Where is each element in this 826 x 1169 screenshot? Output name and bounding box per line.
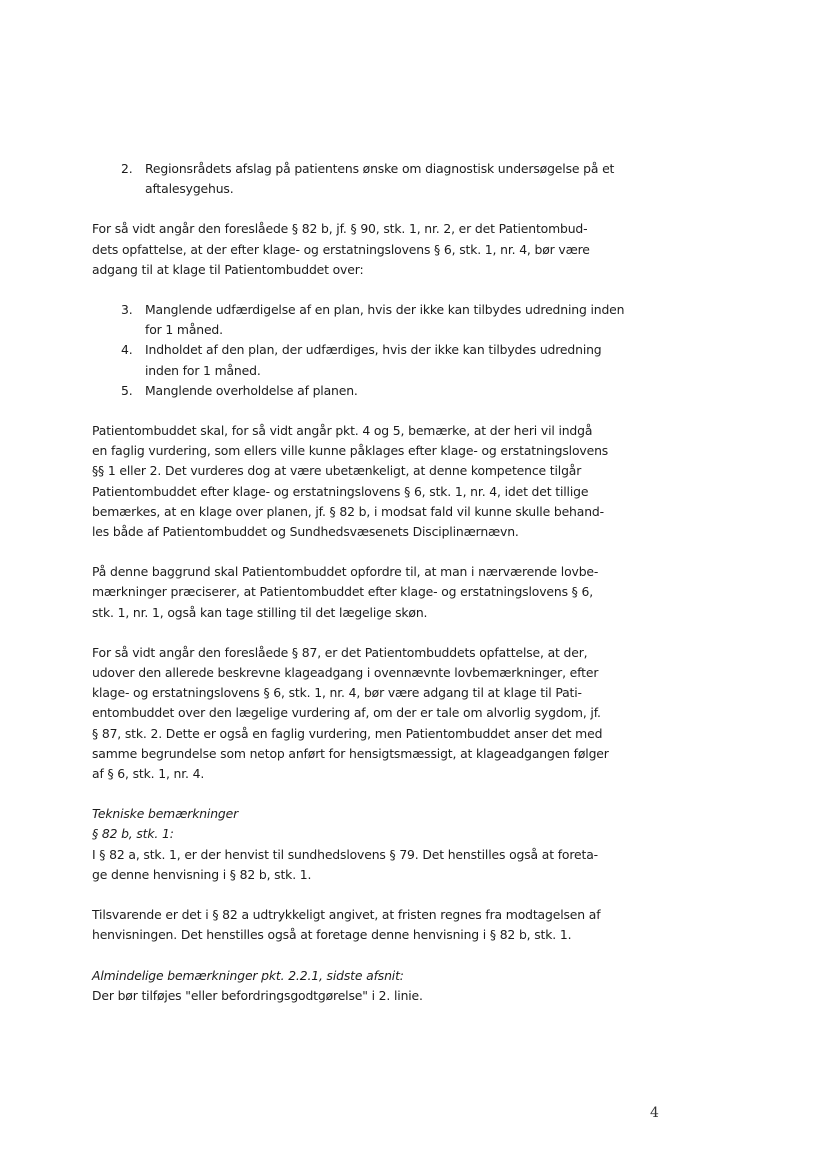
- numbered-list-b: [92, 300, 666, 401]
- text-line: samme begrundelse som netop anført for hensigtsmæssigt, at klageadgangen følger: [92, 745, 609, 761]
- list-number: 2.: [121, 161, 133, 176]
- technical-remarks: [92, 804, 666, 885]
- list-item: [92, 381, 666, 401]
- text-line: klage- og erstatningslovens § 6, stk. 1, nr. 4, bør være adgang til at klage til Pati-: [92, 685, 582, 701]
- page-content: [92, 159, 666, 1006]
- list-item: [92, 300, 666, 340]
- text-line: en faglig vurdering, som ellers ville kunne påklages efter klage- og erstatningslovens: [92, 443, 609, 459]
- text-line: mærkninger præciserer, at Patientombuddet efter klage- og erstatningslovens § 6,: [92, 584, 594, 600]
- text-line: Patientombuddet skal, for så vidt angår pkt. 4 og 5, bemærke, at der heri vil indgå: [92, 423, 593, 439]
- technical-remarks-subheading: § 82 b, stk. 1:: [92, 826, 174, 842]
- text-line: For så vidt angår den foreslåede § 87, er det Patientombuddets opfattelse, at der,: [92, 644, 588, 660]
- paragraph-2: [92, 421, 666, 542]
- list-number: 3.: [121, 302, 133, 318]
- text-line: udover den allerede beskrevne klageadgang i ovennævnte lovbemærkninger, efter: [92, 665, 599, 681]
- technical-remarks-heading: Tekniske bemærkninger: [92, 806, 239, 822]
- paragraph-1: [92, 219, 666, 280]
- text-line: stk. 1, nr. 1, også kan tage stilling til det lægelige skøn.: [92, 604, 428, 620]
- general-remarks-heading: Almindelige bemærkninger pkt. 2.2.1, sidste afsnit:: [92, 967, 404, 983]
- list-text-line: Regionsrådets afslag på patientens ønske om diagnostisk undersøgelse på et: [145, 161, 615, 176]
- text-line: adgang til at klage til Patientombuddet over:: [92, 261, 364, 277]
- general-remarks: [92, 966, 666, 1006]
- list-number: 4.: [121, 342, 133, 358]
- text-line: Tilsvarende er det i § 82 a udtrykkeligt angivet, at fristen regnes fra modtagelsen af: [92, 907, 601, 923]
- numbered-list-a: [92, 159, 666, 199]
- list-item: [92, 159, 666, 199]
- text-line: I § 82 a, stk. 1, er der henvist til sundhedslovens § 79. Det henstilles også at foreta-: [92, 846, 598, 862]
- general-remarks-text: Der bør tilføjes "eller befordringsgodtgørelse" i 2. linie.: [92, 987, 423, 1003]
- text-line: dets opfattelse, at der efter klage- og erstatningslovens § 6, stk. 1, nr. 4, bør være: [92, 241, 590, 257]
- list-text-line: aftalesygehus.: [145, 181, 234, 197]
- list-number: 5.: [121, 382, 133, 398]
- list-text-line: Indholdet af den plan, der udfærdiges, hvis der ikke kan tilbydes udredning: [145, 342, 602, 358]
- paragraph-4: [92, 643, 666, 784]
- list-text-line: inden for 1 måned.: [145, 362, 261, 378]
- text-line: les både af Patientombuddet og Sundhedsvæsenets Disciplinærnævn.: [92, 524, 519, 540]
- text-line: bemærkes, at en klage over planen, jf. § 82 b, i modsat fald vil kunne skulle behand-: [92, 503, 604, 519]
- paragraph-3: [92, 562, 666, 623]
- text-line: § 87, stk. 2. Dette er også en faglig vurdering, men Patientombuddet anser det med: [92, 725, 603, 741]
- list-item: [92, 340, 666, 380]
- text-line: For så vidt angår den foreslåede § 82 b, jf. § 90, stk. 1, nr. 2, er det Patientombud-: [92, 221, 588, 237]
- text-line: §§ 1 eller 2. Det vurderes dog at være ubetænkeligt, at denne kompetence tilgår: [92, 463, 582, 479]
- page-number: 4: [650, 1105, 659, 1121]
- list-text-line: Manglende udfærdigelse af en plan, hvis der ikke kan tilbydes udredning inden: [145, 302, 625, 318]
- text-line: På denne baggrund skal Patientombuddet opfordre til, at man i nærværende lovbe-: [92, 564, 599, 580]
- text-line: entombuddet over den lægelige vurdering af, om der er tale om alvorlig sygdom, jf.: [92, 705, 601, 721]
- text-line: henvisningen. Det henstilles også at foretage denne henvisning i § 82 b, stk. 1.: [92, 927, 572, 943]
- text-line: Patientombuddet efter klage- og erstatningslovens § 6, stk. 1, nr. 4, idet det tillige: [92, 483, 589, 499]
- text-line: ge denne henvisning i § 82 b, stk. 1.: [92, 866, 312, 882]
- list-text-line: Manglende overholdelse af planen.: [145, 382, 358, 398]
- text-line: af § 6, stk. 1, nr. 4.: [92, 766, 205, 782]
- list-text-line: for 1 måned.: [145, 322, 223, 338]
- paragraph-5: [92, 905, 666, 945]
